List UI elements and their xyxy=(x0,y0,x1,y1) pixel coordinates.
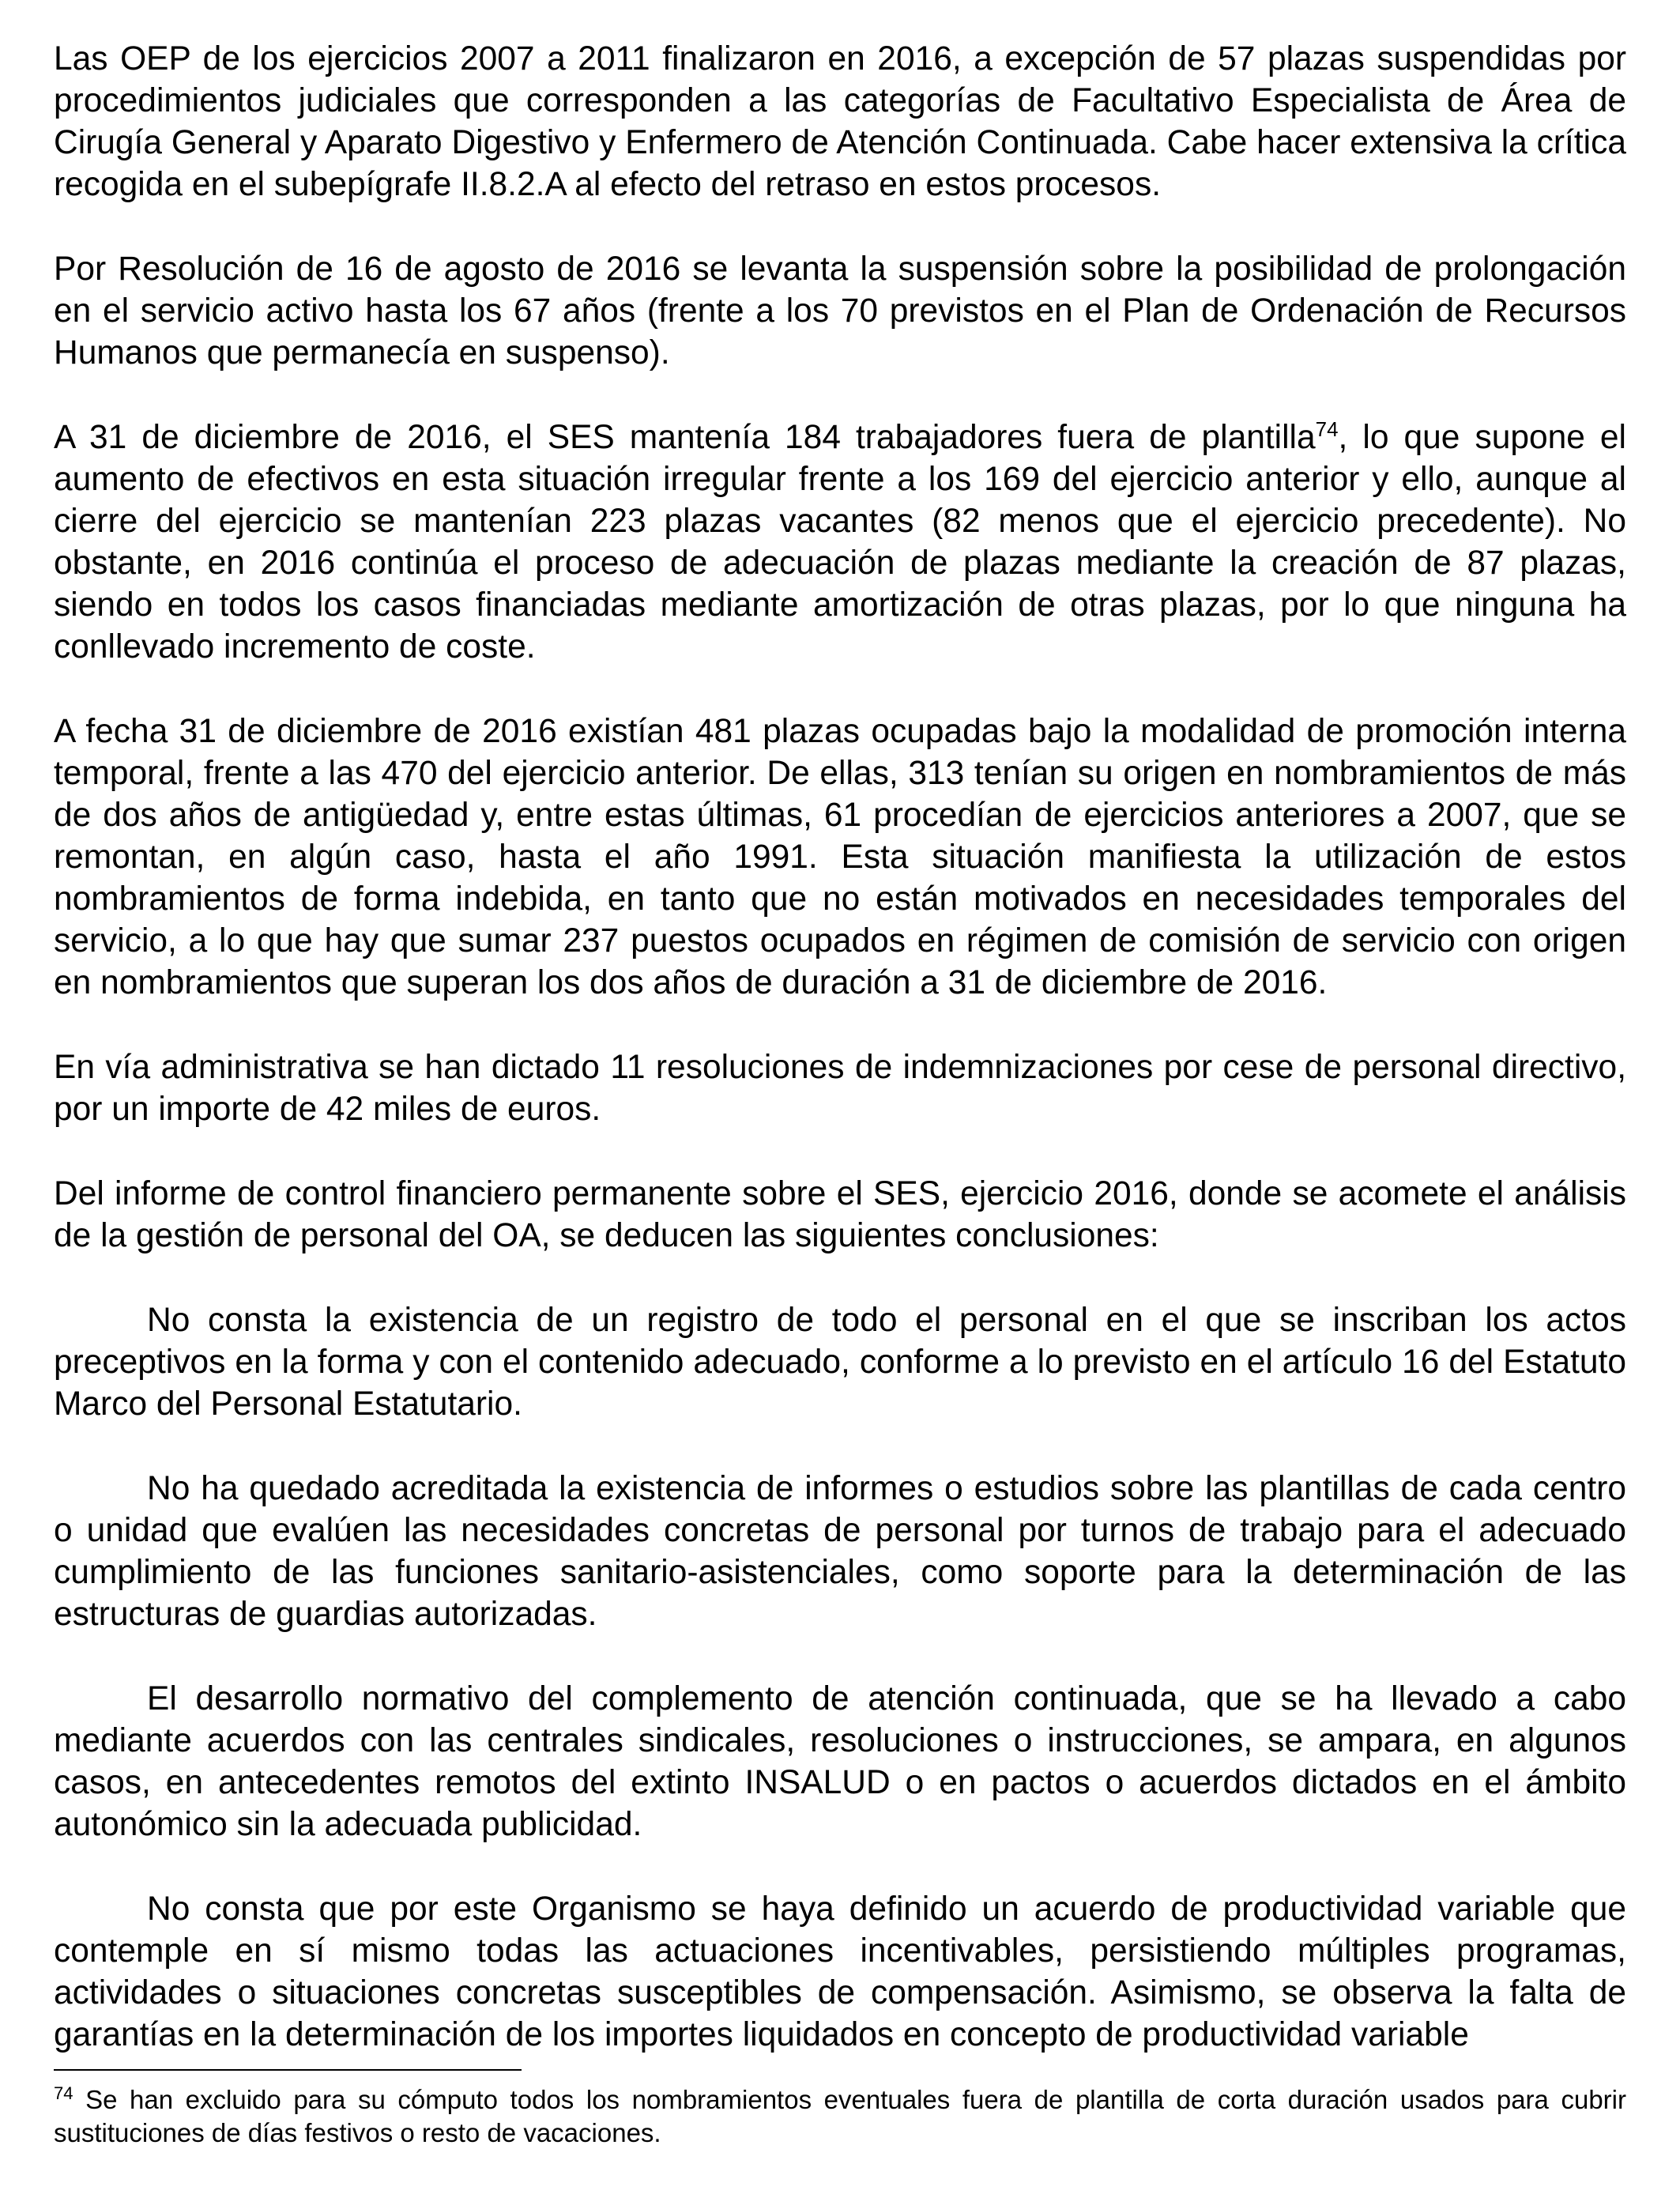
paragraph-oep: Las OEP de los ejercicios 2007 a 2011 finalizaron en 2016, a excepción de 57 plazas suspendidas por procedimientos judiciales que corresponden a las categorías de Facultativo Especialista de Área de Cirugía General y Aparato Digestivo y Enfermero de Atención Continuada. Cabe hacer extensiva la crítica recogida en el subepígrafe II.8.2.A al efecto del retraso en estos procesos. xyxy=(54,40,1626,203)
dash-bullet-icon xyxy=(0,1888,8,1930)
conclusion-text: No consta la existencia de un registro de todo el personal en el que se inscriban los actos preceptivos en la forma y con el contenido adecuado, conforme a lo previsto en el artículo 16 del Estatuto Marco del Personal Estatutario. xyxy=(54,1302,1626,1423)
dash-bullet-icon xyxy=(0,1299,8,1341)
conclusion-text: El desarrollo normativo del complemento de atención continuada, que se ha llevado a cabo mediante acuerdos con las centrales sindicales, resoluciones o instrucciones, se ampara, en algunos casos, en antecedentes remotos del extinto INSALUD o en pactos o acuerdos dictados en el ámbito autonómico sin la adecuada publicidad. xyxy=(54,1680,1626,1843)
conclusion-item xyxy=(54,1678,1626,1845)
conclusion-text: No consta que por este Organismo se haya definido un acuerdo de productividad variable que contemple en sí mismo todas las actuaciones incentivables, persistiendo múltiples programas, actividades o situaciones concretas susceptibles de compensación. Asimismo, se observa la falta de garantías en la determinación de los importes liquidados en concepto de productividad variable xyxy=(54,1891,1626,2053)
paragraph-control-financiero: Del informe de control financiero permanente sobre el SES, ejercicio 2016, donde se acomete el análisis de la gestión de personal del OA, se deducen las siguientes conclusiones: xyxy=(54,1175,1626,1254)
conclusion-item xyxy=(54,1468,1626,1635)
paragraph-indemnizaciones: En vía administrativa se han dictado 11 resoluciones de indemnizaciones por cese de personal directivo, por un importe de 42 miles de euros. xyxy=(54,1049,1626,1128)
conclusion-item xyxy=(54,1299,1626,1425)
paragraph-plantilla xyxy=(54,417,1626,668)
paragraph-plantilla-text-end: , lo que supone el aumento de efectivos en esta situación irregular frente a los 169 del ejercicio anterior y ello, aunque al cierre del ejercicio se mantenían 223 plazas vacantes (82 menos que el ejercicio precedente). No obstante, en 2016 continúa el proceso de adecuación de plazas mediante la creación de 87 plazas, siendo en todos los casos financiadas mediante amortización de otras plazas, por lo que ninguna ha conllevado incremento de coste. xyxy=(54,419,1626,665)
footnote-reference[interactable]: 74 xyxy=(1315,417,1339,441)
dash-bullet-icon xyxy=(0,1678,8,1720)
paragraph-promocion-interna: A fecha 31 de diciembre de 2016 existían 481 plazas ocupadas bajo la modalidad de promoción interna temporal, frente a las 470 del ejercicio anterior. De ellas, 313 tenían su origen en nombramientos de más de dos años de antigüedad y, entre estas últimas, 61 procedían de ejercicios anteriores a 2007, que se remontan, en algún caso, hasta el año 1991. Esta situación manifiesta la utilización de estos nombramientos de forma indebida, en tanto que no están motivados en necesidades temporales del servicio, a lo que hay que sumar 237 puestos ocupados en régimen de comisión de servicio con origen en nombramientos que superan los dos años de duración a 31 de diciembre de 2016. xyxy=(54,713,1626,1001)
conclusion-item xyxy=(54,1888,1626,2056)
footnote-divider xyxy=(54,2069,522,2071)
footnote xyxy=(54,2083,1626,2150)
footnote-number: 74 xyxy=(54,2083,73,2103)
dash-bullet-icon xyxy=(0,1468,8,1510)
conclusion-text: No ha quedado acreditada la existencia de informes o estudios sobre las plantillas de cada centro o unidad que evalúen las necesidades concretas de personal por turnos de trabajo para el adecuado cumplimiento de las funciones sanitario-asistenciales, como soporte para la determinación de las estructuras de guardias autorizadas. xyxy=(54,1470,1626,1633)
paragraph-plantilla-text-start: A 31 de diciembre de 2016, el SES mantenía 184 trabajadores fuera de plantilla xyxy=(54,419,1316,456)
document-body xyxy=(54,38,1626,2056)
footnote-text: Se han excluido para su cómputo todos los nombramientos eventuales fuera de plantilla de corta duración usados para cubrir sustituciones de días festivos o resto de vacaciones. xyxy=(54,2085,1626,2147)
paragraph-resolucion: Por Resolución de 16 de agosto de 2016 se levanta la suspensión sobre la posibilidad de prolongación en el servicio activo hasta los 67 años (frente a los 70 previstos en el Plan de Ordenación de Recursos Humanos que permanecía en suspenso). xyxy=(54,251,1626,371)
